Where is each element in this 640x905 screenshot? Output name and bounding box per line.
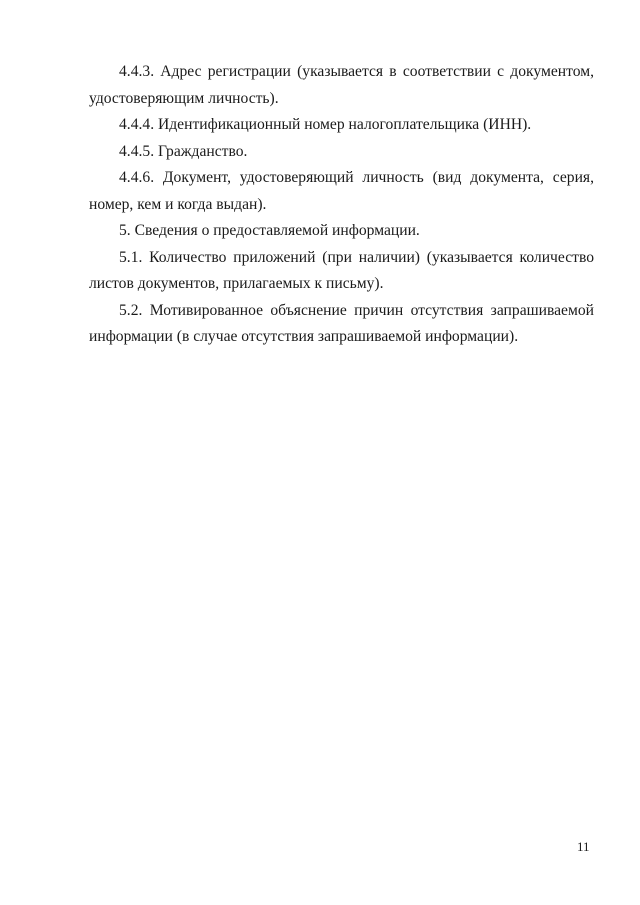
page-number: 11 <box>577 839 590 854</box>
paragraph-4-4-4: 4.4.4. Идентификационный номер налогоплательщика (ИНН). <box>119 116 532 133</box>
paragraph-4-4-3: 4.4.3. Адрес регистрации (указывается в соответствии с документом, удостоверяющим личность). <box>89 63 594 107</box>
paragraph-4-4-6: 4.4.6. Документ, удостоверяющий личность (вид документа, серия, номер, кем и когда выдан). <box>89 169 594 213</box>
section-5-heading: 5. Сведения о предоставляемой информации. <box>119 222 420 239</box>
paragraph-4-4-5: 4.4.5. Гражданство. <box>119 142 248 160</box>
document-body <box>89 59 594 351</box>
paragraph-5-2: 5.2. Мотивированное объяснение причин отсутствия запрашиваемой информации (в случае отсутствия запрашиваемой информации). <box>89 301 594 345</box>
paragraph-5-1: 5.1. Количество приложений (при наличии) (указывается количество листов документов, прилагаемых к письму). <box>89 248 594 292</box>
